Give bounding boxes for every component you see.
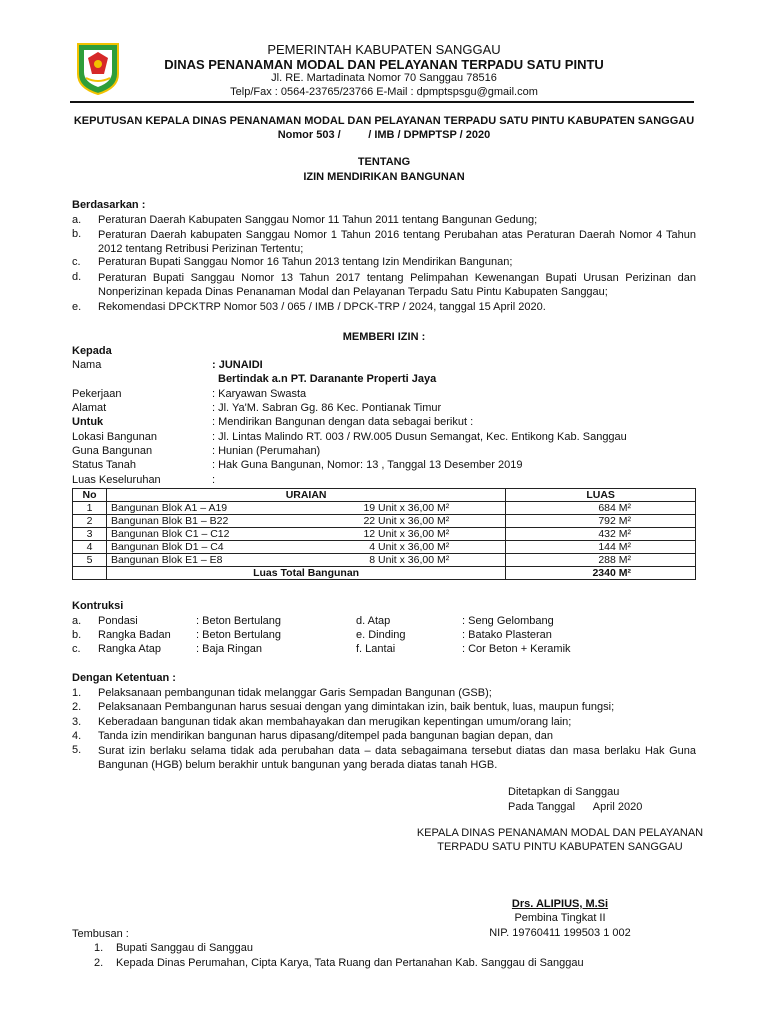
field-value: : Jl. Ya'M. Sabran Gg. 86 Kec. Pontianak Timur [212,402,442,414]
table-header-cell: No [73,489,107,502]
recipient-heading: Kepada [72,345,112,357]
construction-letter: a. [72,615,82,627]
list-item-text: Rekomendasi DPCKTRP Nomor 503 / 065 / IMB / DPCK-TRP / 2024, tanggal 15 April 2020. [98,301,546,313]
construction-value: : Seng Gelombang [462,615,554,627]
condition-num: 5. [72,744,82,756]
cc-num: 1. [94,942,104,954]
decree-about: TENTANG [357,156,411,168]
list-item-letter: e. [72,301,82,313]
list-item-letter: a. [72,214,82,226]
construction-label: f. Lantai [356,643,396,655]
cc-text: Bupati Sanggau di Sanggau [116,942,254,954]
list-item-text: Peraturan Daerah kabupaten Sanggau Nomor 1 Tahun 2016 tentang Perubahan atas Peraturan Daerah Nomor 4 Tahun 2012 tentang Retribusi Perizinan Tertentu; [98,229,696,255]
table-cell-luas: 792 M² [506,515,696,528]
condition-num: 3. [72,716,82,728]
construction-letter: c. [72,643,81,655]
condition-text: Surat izin berlaku selama tidak ada perubahan data – data sebagaimana tersebut diatas dan masa berlaku Hak Guna Bangunan (HGB) belum berakhir untuk bangunan yang berada diatas tanah HGB. [98,745,696,771]
table-cell-name: Bangunan Blok D1 – C4 [106,541,256,554]
table-cell-luas: 288 M² [506,554,696,567]
decree-title: KEPUTUSAN KEPALA DINAS PENANAMAN MODAL DAN PELAYANAN TERPADU SATU PINTU KABUPATEN SANGGAU [73,115,695,127]
table-cell-luas: 144 M² [506,541,696,554]
field-value-name: : JUNAIDI [212,359,263,371]
table-total-label: Luas Total Bangunan [106,567,505,580]
grant-heading: MEMBERI IZIN : [342,331,426,343]
list-item-letter: c. [72,256,81,268]
table-cell-luas: 432 M² [506,528,696,541]
construction-label: Rangka Atap [98,643,161,655]
cc-num: 2. [94,957,104,969]
field-value: : Hak Guna Bangunan, Nomor: 13 , Tanggal 13 Desember 2019 [212,459,523,471]
condition-num: 4. [72,730,82,742]
table-cell-name: Bangunan Blok C1 – C12 [106,528,256,541]
decree-number: Nomor 503 / / IMB / DPMPTSP / 2020 [277,129,491,141]
field-label: Luas Keseluruhan [72,474,161,486]
table-cell-calc: 4 Unit x 36,00 M² [256,541,506,554]
construction-value: : Beton Bertulang [196,615,282,627]
building-area-table [72,488,696,580]
table-cell-calc: 22 Unit x 36,00 M² [256,515,506,528]
signature-office-line1: KEPALA DINAS PENANAMAN MODAL DAN PELAYANAN [416,827,704,839]
header-divider [70,101,694,103]
table-cell-calc: 12 Unit x 36,00 M² [256,528,506,541]
construction-value: : Beton Bertulang [196,629,282,641]
signatory-nip: NIP. 19760411 199503 1 002 [489,927,631,939]
signature-place: Ditetapkan di Sanggau [508,786,620,798]
cc-text: Kepada Dinas Perumahan, Cipta Karya, Tata Ruang dan Pertanahan Kab. Sanggau di Sanggau [116,957,584,969]
table-cell-no: 1 [73,502,107,515]
condition-text: Pelaksanaan Pembangunan harus sesuai dengan yang dimintakan izin, baik bentuk, luas, maupun fungsi; [98,701,615,713]
table-cell-no: 4 [73,541,107,554]
field-value: : Jl. Lintas Malindo RT. 003 / RW.005 Dusun Semangat, Kec. Entikong Kab. Sanggau [212,431,627,443]
table-cell-no: 3 [73,528,107,541]
condition-text: Pelaksanaan pembangunan tidak melanggar Garis Sempadan Bangunan (GSB); [98,687,492,699]
field-value: : Karyawan Swasta [212,388,307,400]
header-agency: DINAS PENANAMAN MODAL DAN PELAYANAN TERPADU SATU PINTU [164,57,604,72]
table-row [73,528,696,541]
table-header-row [73,489,696,502]
header-contact: Telp/Fax : 0564-23765/23766 E-Mail : dpmptspsgu@gmail.com [230,86,538,98]
condition-text: Tanda izin mendirikan bangunan harus dipasang/ditempel pada bangunan bagian depan, dan [98,730,554,742]
condition-num: 1. [72,687,82,699]
table-row [73,554,696,567]
field-label: Status Tanah [72,459,137,471]
field-value: : Hunian (Perumahan) [212,445,321,457]
conditions-heading: Dengan Ketentuan : [72,672,176,684]
construction-label: Rangka Badan [98,629,171,641]
field-label: Pekerjaan [72,388,122,400]
table-total-row [73,567,696,580]
construction-heading: Kontruksi [72,600,124,612]
table-row [73,502,696,515]
field-value: : Mendirikan Bangunan dengan data sebagai berikut : [212,416,474,428]
table-header-cell: LUAS [506,489,696,502]
field-label: Lokasi Bangunan [72,431,158,443]
table-header-cell: URAIAN [106,489,505,502]
condition-text: Keberadaan bangunan tidak akan membahayakan dan merugikan kepentingan umum/orang lain; [98,716,572,728]
table-cell-calc: 8 Unit x 36,00 M² [256,554,506,567]
field-label: Guna Bangunan [72,445,153,457]
table-cell-calc: 19 Unit x 36,00 M² [256,502,506,515]
considerations-heading: Berdasarkan : [72,199,146,211]
construction-letter: b. [72,629,82,641]
decree-subject: IZIN MENDIRIKAN BANGUNAN [303,171,465,183]
list-item-text: Peraturan Bupati Sanggau Nomor 13 Tahun 2017 tentang Pelimpahan Kewenangan Bupati Urusan Perizinan dan Nonperizinan kepada Dinas Penanaman Modal dan Pelayanan Terpadu Satu Pintu Kabupaten Sanggau; [98,272,696,298]
condition-num: 2. [72,701,82,713]
construction-label: Pondasi [98,615,138,627]
field-label: Alamat [72,402,107,414]
header-address: Jl. RE. Martadinata Nomor 70 Sanggau 78516 [271,72,497,84]
field-label: Nama [72,359,102,371]
table-cell-no: 5 [73,554,107,567]
list-item-text: Peraturan Bupati Sanggau Nomor 16 Tahun 2013 tentang Izin Mendirikan Bangunan; [98,256,513,268]
table-cell-luas: 684 M² [506,502,696,515]
field-value: : [212,474,216,486]
signatory-name: Drs. ALIPIUS, M.Si [511,898,609,910]
construction-value: : Cor Beton + Keramik [462,643,571,655]
construction-value: : Baja Ringan [196,643,263,655]
table-total-value: 2340 M² [506,567,696,580]
list-item-letter: b. [72,228,82,240]
construction-value: : Batako Plasteran [462,629,552,641]
table-cell-name: Bangunan Blok E1 – E8 [106,554,256,567]
field-label: Untuk [72,416,104,428]
construction-label: d. Atap [356,615,391,627]
signature-office-line2: TERPADU SATU PINTU KABUPATEN SANGGAU [437,841,683,853]
table-cell-no: 2 [73,515,107,528]
table-row [73,541,696,554]
table-cell-name: Bangunan Blok B1 – B22 [106,515,256,528]
table-cell-name: Bangunan Blok A1 – A19 [106,502,256,515]
field-value-company: Bertindak a.n PT. Daranante Properti Jaya [218,373,437,385]
signatory-rank: Pembina Tingkat II [514,912,606,924]
construction-label: e. Dinding [356,629,406,641]
cc-heading: Tembusan : [72,928,129,940]
list-item-text: Peraturan Daerah Kabupaten Sanggau Nomor 11 Tahun 2011 tentang Bangunan Gedung; [98,214,538,226]
signature-date: Pada Tanggal April 2020 [508,801,643,813]
table-cell-empty [73,567,107,580]
table-row [73,515,696,528]
header-government: PEMERINTAH KABUPATEN SANGGAU [267,42,501,57]
list-item-letter: d. [72,271,82,283]
